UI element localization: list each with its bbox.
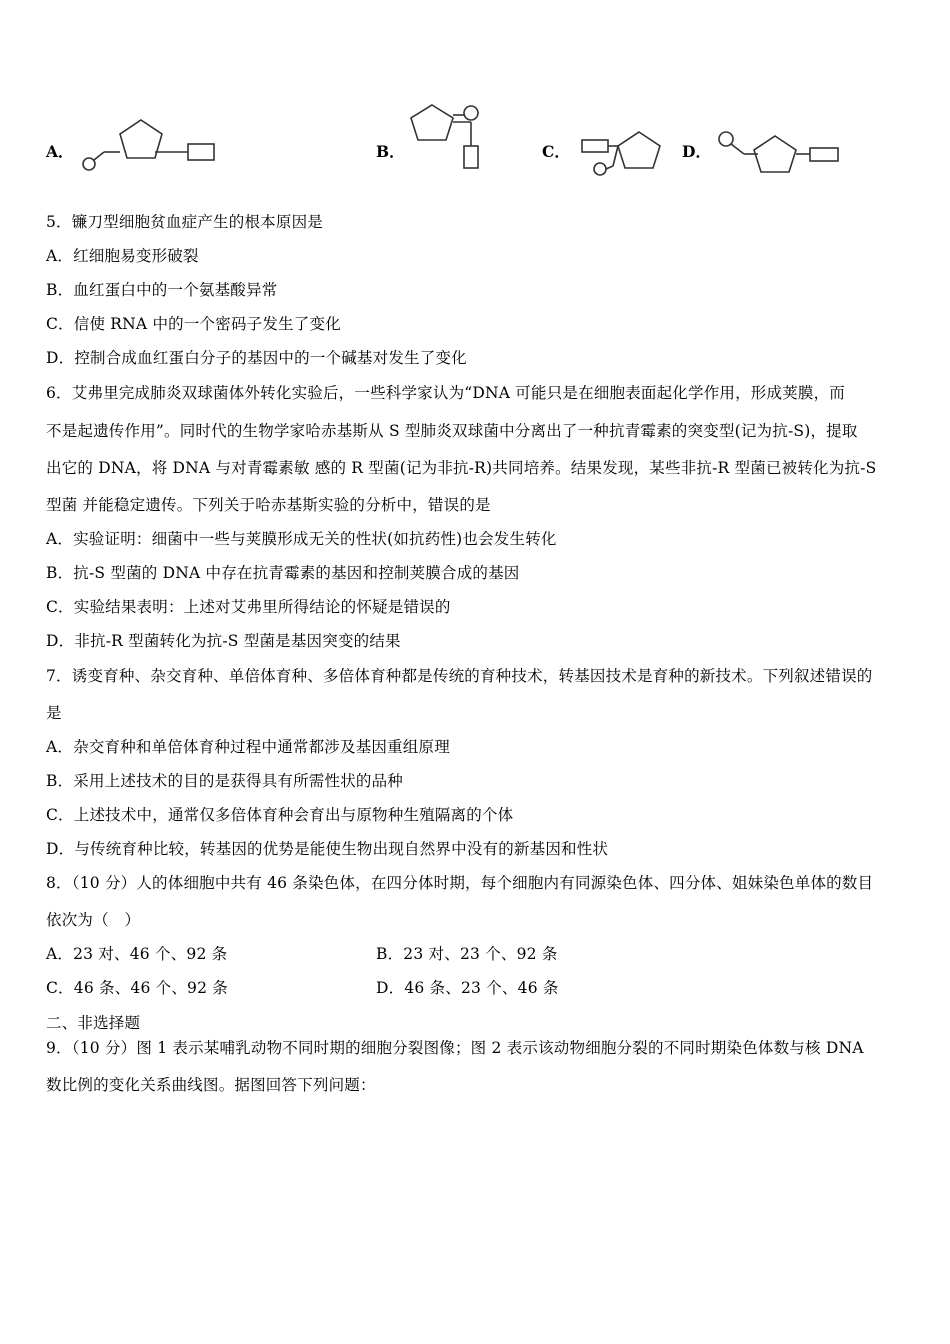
q8-option-c: C．46 条、46 个、92 条 xyxy=(46,979,229,997)
q6-stem-line-2: 不是起遗传作用”。同时代的生物学家哈赤基斯从 S 型肺炎双球菌中分离出了一种抗青霉素的突变型(记为抗-S)，提取 xyxy=(46,422,858,440)
nucleotide-diagram-a xyxy=(78,112,218,174)
q5-option-d: D．控制合成血红蛋白分子的基因中的一个碱基对发生了变化 xyxy=(46,349,467,367)
q7-option-c: C．上述技术中，通常仅多倍体育种会育出与原物种生殖隔离的个体 xyxy=(46,806,514,824)
section-heading: 二、非选择题 xyxy=(46,1014,141,1032)
nucleotide-diagram-b xyxy=(406,100,486,172)
q6-option-a: A．实验证明：细菌中一些与荚膜形成无关的性状(如抗药性)也会发生转化 xyxy=(46,530,557,548)
q8-stem-line-2: 依次为（ ） xyxy=(46,911,141,929)
q9-stem-line-1: 9．（10 分）图 1 表示某哺乳动物不同时期的细胞分裂图像；图 2 表示该动物细胞分裂的不同时期染色体数与核 DNA xyxy=(46,1039,864,1057)
q5-option-c: C．信使 RNA 中的一个密码子发生了变化 xyxy=(46,315,341,333)
q9-stem-line-2: 数比例的变化关系曲线图。据图回答下列问题： xyxy=(46,1076,376,1094)
nucleotide-diagram-d xyxy=(712,126,842,178)
q6-option-d: D．非抗-R 型菌转化为抗-S 型菌是基因突变的结果 xyxy=(46,632,401,650)
q5-option-a: A．红细胞易变形破裂 xyxy=(46,247,199,265)
q8-option-b: B．23 对、23 个、92 条 xyxy=(376,945,558,963)
option-c-label: C． xyxy=(542,142,570,161)
option-d-label: D． xyxy=(682,142,711,161)
q6-stem-line-1: 6．艾弗里完成肺炎双球菌体外转化实验后，一些科学家认为“DNA 可能只是在细胞表面起化学作用，形成荚膜，而 xyxy=(46,384,845,402)
nucleotide-diagram-c xyxy=(578,126,668,178)
q6-stem-line-4: 型菌 并能稳定遗传。下列关于哈赤基斯实验的分析中，错误的是 xyxy=(46,496,491,514)
q7-option-a: A．杂交育种和单倍体育种过程中通常都涉及基因重组原理 xyxy=(46,738,450,756)
q7-option-d: D．与传统育种比较，转基因的优势是能使生物出现自然界中没有的新基因和性状 xyxy=(46,840,609,858)
q6-stem-line-3: 出它的 DNA，将 DNA 与对青霉素敏 感的 R 型菌(记为非抗-R)共同培养。结果发现，某些非抗-R 型菌已被转化为抗-S xyxy=(46,459,877,477)
q8-option-d: D．46 条、23 个、46 条 xyxy=(376,979,559,997)
q7-option-b: B．采用上述技术的目的是获得具有所需性状的品种 xyxy=(46,772,403,790)
q7-stem-line-1: 7．诱变育种、杂交育种、单倍体育种、多倍体育种都是传统的育种技术，转基因技术是育种的新技术。下列叙述错误的 xyxy=(46,667,873,685)
q8-option-a: A．23 对、46 个、92 条 xyxy=(46,945,228,963)
option-b-label: B． xyxy=(376,142,405,161)
q6-option-c: C．实验结果表明：上述对艾弗里所得结论的怀疑是错误的 xyxy=(46,598,451,616)
q5-option-b: B．血红蛋白中的一个氨基酸异常 xyxy=(46,281,278,299)
option-a-label: A． xyxy=(46,142,74,161)
q7-stem-line-2: 是 xyxy=(46,704,62,722)
q6-option-b: B．抗-S 型菌的 DNA 中存在抗青霉素的基因和控制荚膜合成的基因 xyxy=(46,564,520,582)
q5-stem: 5．镰刀型细胞贫血症产生的根本原因是 xyxy=(46,213,323,231)
q8-stem-line-1: 8．（10 分）人的体细胞中共有 46 条染色体，在四分体时期，每个细胞内有同源染色体、四分体、姐妹染色单体的数目 xyxy=(46,874,874,892)
